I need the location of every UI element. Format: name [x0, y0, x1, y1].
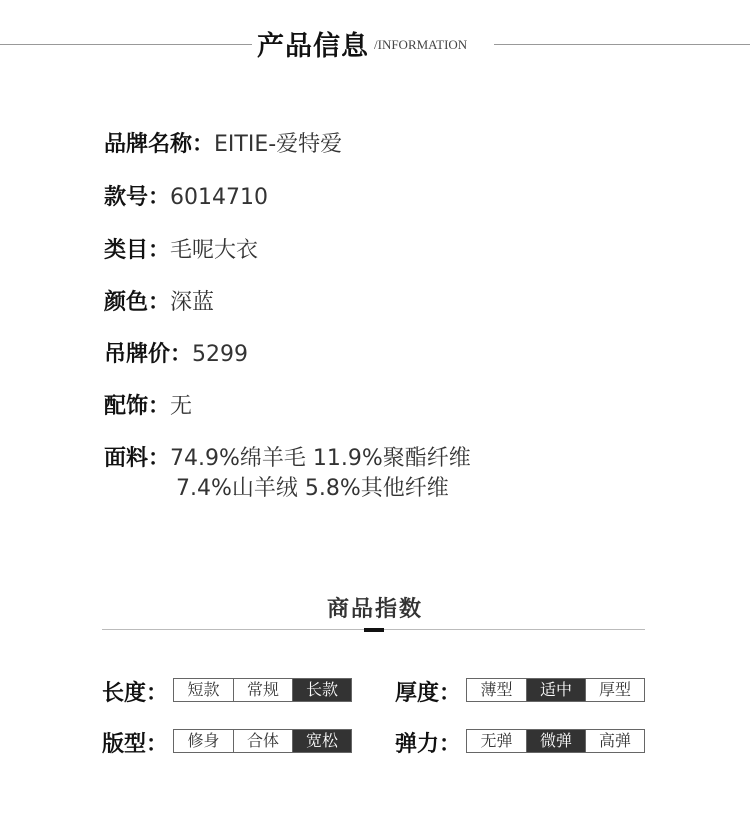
elasticity-option: 高弹 — [585, 730, 644, 752]
header-line-right — [494, 44, 750, 45]
header-line-left — [0, 44, 252, 45]
length-scale — [173, 678, 352, 702]
length-label: 长度： — [102, 681, 169, 706]
info-price — [104, 340, 248, 370]
info-style-no — [104, 183, 268, 213]
info-style-no-label: 款号： — [104, 185, 171, 210]
info-style-no-value: 6014710 — [170, 185, 268, 210]
info-color-label: 颜色： — [104, 290, 171, 315]
index-section-title: 商品指数 — [326, 597, 423, 622]
thickness-option: 薄型 — [467, 679, 526, 701]
thickness-option: 厚型 — [585, 679, 644, 701]
info-fabric-label: 面料： — [104, 446, 171, 471]
header-subtitle: /INFORMATION — [374, 37, 468, 52]
fit-option: 修身 — [174, 730, 233, 752]
thickness-scale — [466, 678, 645, 702]
info-price-value: 5299 — [192, 342, 249, 367]
elasticity-label: 弹力： — [395, 732, 462, 757]
info-color-value: 深蓝 — [170, 290, 215, 315]
thickness-label: 厚度： — [395, 681, 462, 706]
info-category — [104, 236, 258, 266]
info-brand — [104, 130, 342, 160]
info-accessory-label: 配饰： — [104, 394, 171, 419]
info-price-label: 吊牌价： — [104, 342, 193, 367]
fit-option-selected: 宽松 — [292, 730, 351, 752]
index-section-marker — [364, 628, 384, 632]
info-fabric-value-line1: 74.9%绵羊毛 11.9%聚酯纤维 — [170, 446, 471, 471]
info-category-label: 类目： — [104, 238, 171, 263]
header-title: 产品信息 — [257, 31, 369, 62]
info-brand-value: EITIE-爱特爱 — [214, 132, 343, 157]
length-option-selected: 长款 — [292, 679, 351, 701]
info-fabric-value-line2: 7.4%山羊绒 5.8%其他纤维 — [176, 476, 449, 501]
length-option: 常规 — [233, 679, 292, 701]
info-fabric — [104, 444, 471, 504]
info-accessory — [104, 392, 192, 422]
fit-label: 版型： — [102, 732, 169, 757]
info-category-value: 毛呢大衣 — [170, 238, 259, 263]
info-brand-label: 品牌名称： — [104, 132, 215, 157]
elasticity-option-selected: 微弹 — [526, 730, 585, 752]
fit-scale — [173, 729, 352, 753]
info-accessory-value: 无 — [170, 394, 193, 419]
length-option: 短款 — [174, 679, 233, 701]
fit-option: 合体 — [233, 730, 292, 752]
elasticity-option: 无弹 — [467, 730, 526, 752]
thickness-option-selected: 适中 — [526, 679, 585, 701]
info-color — [104, 288, 214, 318]
elasticity-scale — [466, 729, 645, 753]
